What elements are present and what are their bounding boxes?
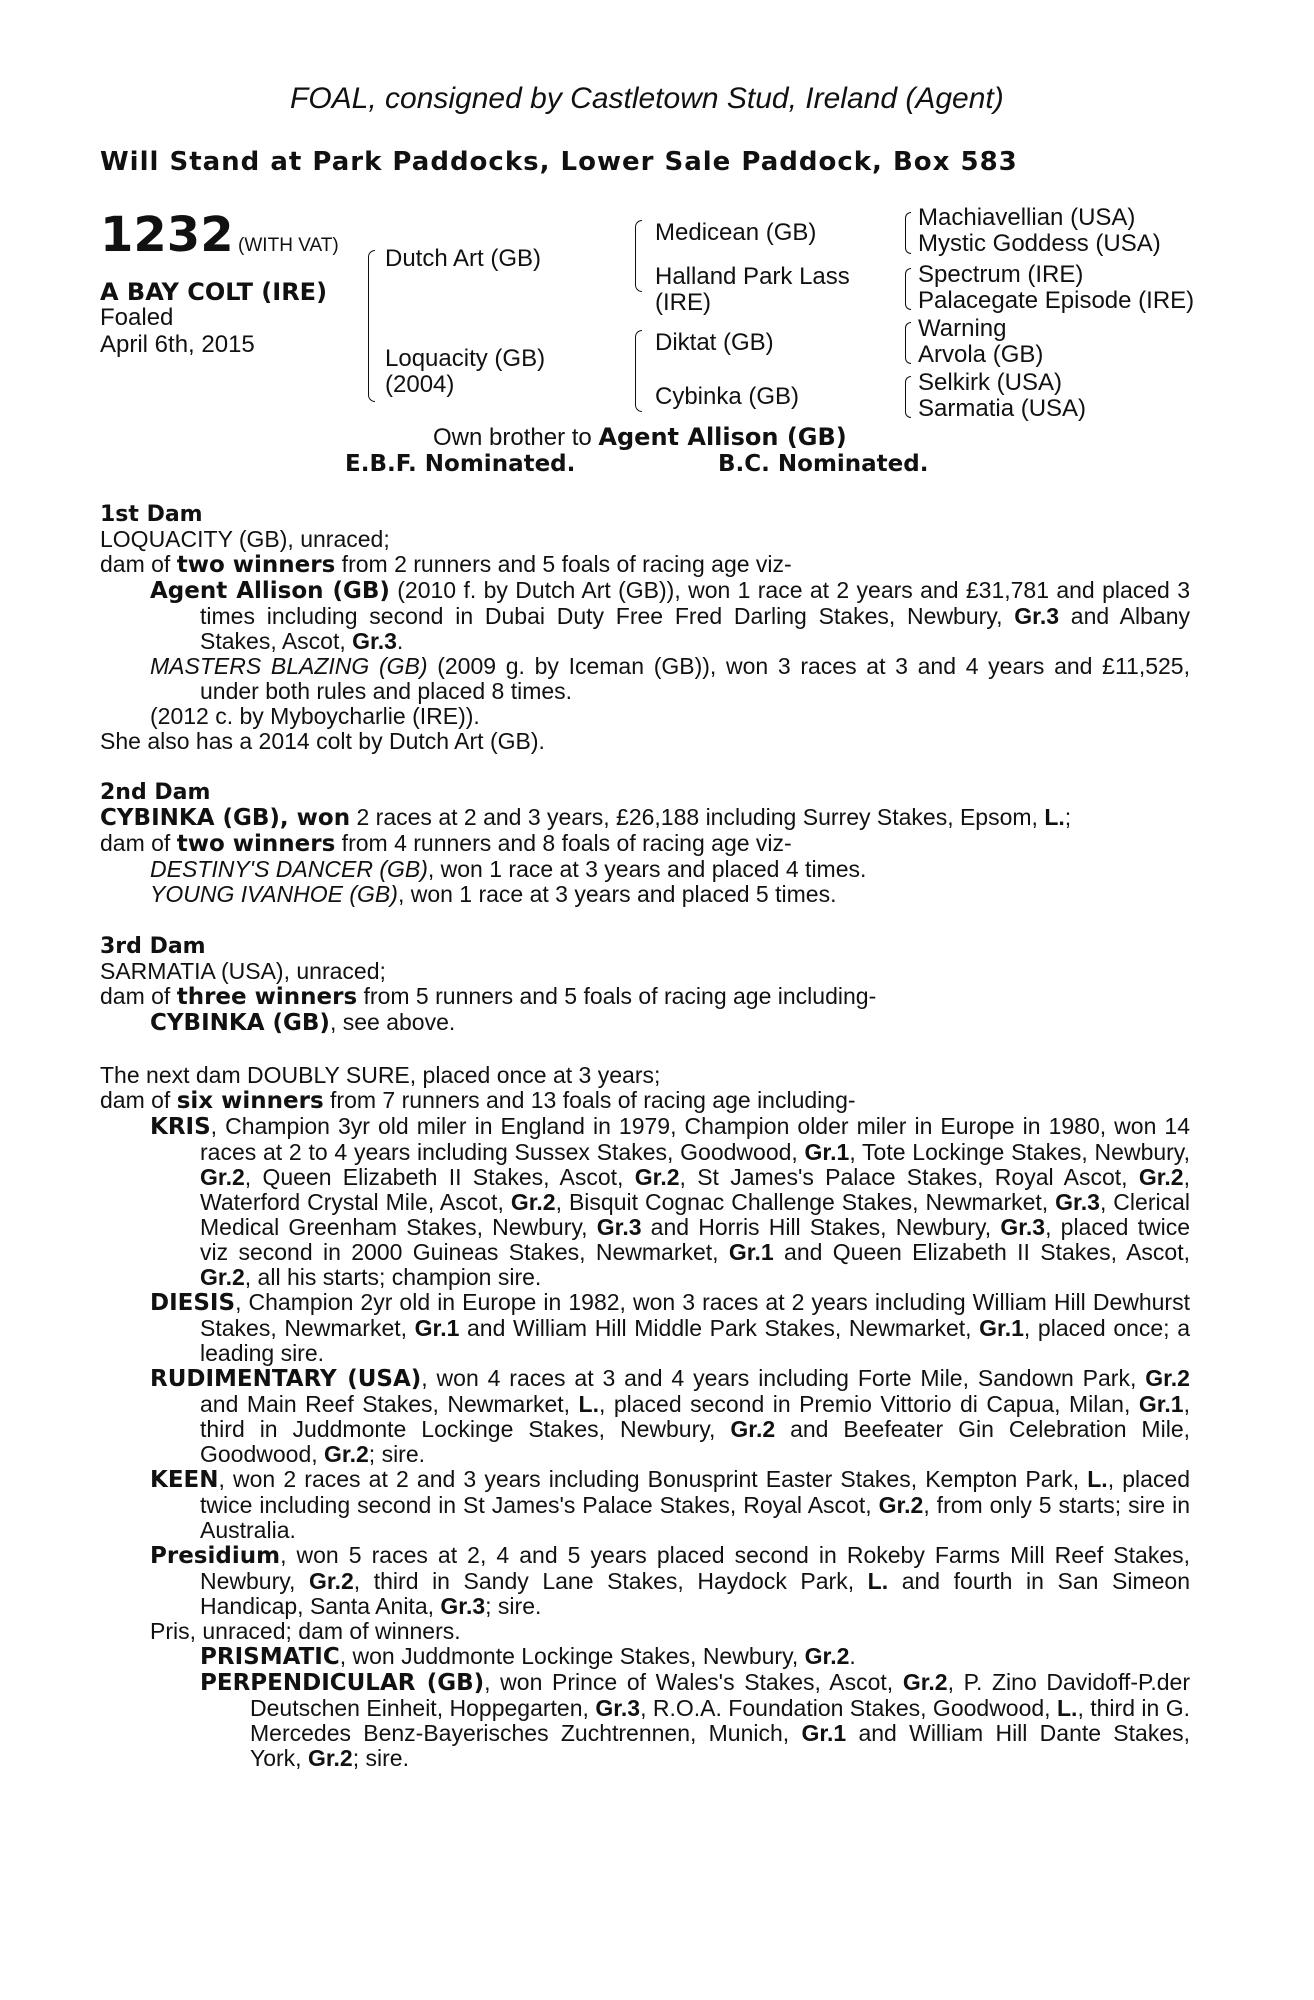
text: and William Hill Middle Park Stakes, Newmarket, — [459, 1315, 980, 1341]
text: and Queen Elizabeth II Stakes, Ascot, — [773, 1239, 1190, 1265]
text: , Clerical Medical Greenham Stakes, Newbury, — [200, 1189, 1190, 1240]
text: , R.O.A. Foundation Stakes, Goodwood, — [640, 1695, 1057, 1721]
text: , placed twice including second in St James's Palace Stakes, Royal Ascot, — [200, 1466, 1190, 1518]
progeny-entry — [100, 1010, 1190, 1036]
text: , all his starts; champion sire. — [244, 1264, 542, 1290]
pedigree-sire-sire: Medicean (GB) — [655, 219, 817, 246]
text: , see above. — [329, 1009, 456, 1035]
ebf-nominated: E.B.F. Nominated. — [345, 451, 576, 477]
text: , won 2 races at 2 and 3 years including Bonusprint Easter Stakes, Kempton Park, — [218, 1466, 1088, 1492]
own-brother-prefix: Own brother to — [433, 424, 599, 451]
grade: Gr.2 — [307, 1745, 353, 1771]
horse-name: MASTERS BLAZING (GB) — [150, 653, 428, 679]
pedigree-dam-year: (2004) — [385, 371, 455, 398]
pedigree-ddd: Sarmatia (USA) — [918, 395, 1087, 422]
horse-name: PERPENDICULAR (GB) — [200, 1670, 485, 1696]
progeny-entry — [100, 654, 1190, 704]
grade: Gr.2 — [1145, 1365, 1190, 1391]
text: , placed twice viz second in 2000 Guineas Stakes, Newmarket, — [200, 1214, 1191, 1265]
pedigree-sire-dam-country: (IRE) — [655, 289, 711, 316]
text: , P. Zino Davidoff-P.der Deutschen Einheit, Hoppegarten, — [250, 1669, 1190, 1721]
text: dam of — [100, 830, 177, 856]
own-brother-name: Agent Allison (GB) — [598, 423, 847, 451]
text: , St James's Palace Stakes, Royal Ascot, — [679, 1164, 1139, 1190]
grade: Gr.1 — [728, 1239, 774, 1265]
winners-count: six winners — [176, 1088, 324, 1114]
text: and Beefeater Gin Celebration Mile, Goodwood, — [200, 1416, 1190, 1467]
pedigree-brace-dd — [905, 376, 911, 418]
pedigree-brace-sire — [635, 220, 642, 292]
text: and Horris Hill Stakes, Newbury, — [641, 1214, 1001, 1240]
progeny-entry — [100, 857, 1190, 882]
grade: L. — [1044, 804, 1065, 830]
pedigree-ssd: Mystic Goddess (USA) — [918, 230, 1161, 257]
grade: L. — [1056, 1695, 1078, 1721]
grade: Gr.1 — [804, 1139, 850, 1165]
progeny-entry-rudimentary — [100, 1366, 1190, 1467]
horse-name: DIESIS — [150, 1290, 236, 1316]
progeny-entry-perpendicular — [100, 1670, 1190, 1771]
stand-location: Will Stand at Park Paddocks, Lower Sale Paddock, Box 583 — [100, 147, 1018, 177]
progeny-entry-kris — [100, 1114, 1190, 1290]
horse-name: KRIS — [150, 1114, 211, 1140]
horse-name: KEEN — [150, 1467, 219, 1493]
text: . — [396, 628, 404, 654]
grade: Gr.3 — [1000, 1214, 1046, 1240]
lot-title: A BAY COLT (IRE) — [100, 278, 328, 306]
first-dam-line1: LOQUACITY (GB), unraced; — [100, 526, 390, 552]
text: , Champion 2yr old in Europe in 1982, won 3 races at 2 years including William Hill Dewhurst Stakes, Newmarket, — [200, 1289, 1190, 1341]
second-dam-section — [100, 780, 1190, 907]
grade: Gr.2 — [804, 1643, 850, 1669]
bc-nominated: B.C. Nominated. — [718, 451, 929, 477]
pedigree-brace-ss — [905, 212, 911, 254]
vat-note: (WITH VAT) — [238, 235, 339, 256]
grade: Gr.2 — [902, 1669, 948, 1695]
text: (2010 f. by Dutch Art (GB)), won 1 race at 2 years and £31,781 and placed 3 times including second in Dubai Duty Free Fred Darling Stakes, Newbury, — [200, 577, 1190, 629]
grade: Gr.2 — [634, 1164, 680, 1190]
first-dam-section — [100, 502, 1190, 754]
pedigree-dam-dam: Cybinka (GB) — [655, 383, 800, 410]
grade: Gr.2 — [510, 1189, 556, 1215]
grade: L. — [578, 1391, 599, 1417]
text: , won 1 race at 3 years and placed 5 times. — [397, 881, 837, 907]
grade: Gr.2 — [200, 1264, 245, 1290]
consignor-heading: FOAL, consigned by Castletown Stud, Ireland (Agent) — [290, 82, 1004, 115]
grade: Gr.2 — [1138, 1164, 1184, 1190]
text: dam of — [100, 1087, 177, 1113]
text: and William Hill Dante Stakes, York, — [250, 1720, 1191, 1771]
pedigree-sire: Dutch Art (GB) — [385, 245, 542, 272]
lot-number: 1232 — [100, 207, 234, 263]
text: dam of — [100, 551, 177, 577]
grade: L. — [1087, 1466, 1108, 1492]
text: , won Prince of Wales's Stakes, Ascot, — [484, 1669, 903, 1695]
text: from 4 runners and 8 foals of racing age viz- — [335, 830, 792, 856]
text: , third in Juddmonte Lockinge Stakes, Newbury, — [200, 1391, 1190, 1442]
horse-name: Agent Allison (GB) — [150, 578, 390, 604]
grade: Gr.2 — [309, 1568, 354, 1594]
text: , Waterford Crystal Mile, Ascot, — [200, 1164, 1190, 1215]
grade: Gr.2 — [878, 1492, 924, 1518]
grade: Gr.3 — [595, 1695, 641, 1721]
text: , placed second in Premio Vittorio di Capua, Milan, — [598, 1391, 1139, 1417]
text: . — [849, 1643, 856, 1669]
grade: Gr.1 — [1138, 1391, 1184, 1417]
horse-name: CYBINKA (GB) — [150, 1010, 330, 1036]
text: dam of — [100, 983, 177, 1009]
text: , Tote Lockinge Stakes, Newbury, — [849, 1139, 1190, 1165]
text: , won 5 races at 2, 4 and 5 years placed second in Rokeby Farms Mill Reef Stakes, Newbury, — [200, 1542, 1190, 1594]
winners-count: two winners — [176, 552, 336, 578]
second-dam-line2 — [100, 831, 1190, 857]
winners-count: three winners — [176, 984, 358, 1010]
text: from 5 runners and 5 foals of racing age including- — [357, 983, 877, 1009]
pedigree-brace-ds — [905, 322, 911, 364]
own-brother-note — [433, 424, 847, 451]
grade: Gr.3 — [1055, 1189, 1100, 1215]
text: , Queen Elizabeth II Stakes, Ascot, — [244, 1164, 635, 1190]
grade: Gr.1 — [801, 1720, 847, 1746]
text: , third in Sandy Lane Stakes, Haydock Park, — [353, 1568, 868, 1594]
text: , placed once; a leading sire. — [200, 1315, 1190, 1366]
text: from 7 runners and 13 foals of racing age including- — [323, 1087, 856, 1113]
grade: Gr.1 — [979, 1315, 1024, 1341]
next-dam-line1: The next dam DOUBLY SURE, placed once at 3 years; — [100, 1062, 661, 1088]
pedigree-dam-name: Loquacity (GB) — [385, 345, 546, 372]
text: and Albany Stakes, Ascot, — [200, 603, 1190, 654]
grade: L. — [867, 1568, 889, 1594]
text: and fourth in San Simeon Handicap, Santa Anita, — [200, 1568, 1191, 1619]
text: , Bisquit Cognac Challenge Stakes, Newmarket, — [555, 1189, 1056, 1215]
pedigree-dds: Selkirk (USA) — [918, 369, 1063, 396]
pedigree-brace-sd — [905, 268, 911, 310]
grade: Gr.1 — [414, 1315, 460, 1341]
grade: Gr.3 — [596, 1214, 642, 1240]
text: , won 4 races at 3 and 4 years including Forte Mile, Sandown Park, — [421, 1365, 1146, 1391]
text: (2009 g. by Iceman (GB)), won 3 races at 3 and 4 years and £11,525, under both rules and placed 8 times. — [200, 653, 1190, 704]
grade: Gr.3 — [440, 1593, 486, 1619]
horse-name: PRISMATIC — [200, 1644, 340, 1670]
foaled-date: April 6th, 2015 — [100, 331, 255, 358]
progeny-entry-keen — [100, 1467, 1190, 1543]
text: from 2 runners and 5 foals of racing age viz- — [335, 551, 792, 577]
grade: Gr.2 — [324, 1441, 369, 1467]
first-dam-note: She also has a 2014 colt by Dutch Art (GB). — [100, 728, 545, 754]
text: 2 races at 2 and 3 years, £26,188 including Surrey Stakes, Epsom, — [350, 804, 1045, 830]
text: , won Juddmonte Lockinge Stakes, Newbury, — [339, 1643, 805, 1669]
pedigree-sdd: Palacegate Episode (IRE) — [918, 287, 1195, 314]
first-dam-line2 — [100, 552, 1190, 578]
progeny-entry-prismatic — [100, 1644, 1190, 1670]
horse-name: RUDIMENTARY (USA) — [150, 1366, 422, 1392]
text: ; sire. — [485, 1593, 542, 1619]
progeny-entry — [100, 882, 1190, 907]
text: , third in G. Mercedes Benz-Bayerisches Zuchtrennen, Munich, — [250, 1695, 1190, 1746]
text: ; sire. — [368, 1441, 426, 1467]
progeny-entry: (2012 c. by Myboycharlie (IRE)). — [150, 703, 480, 729]
grade: Gr.2 — [730, 1416, 776, 1442]
text: ; sire. — [352, 1745, 409, 1771]
text: , from only 5 starts; sire in Australia. — [200, 1492, 1190, 1543]
third-dam-title: 3rd Dam — [100, 934, 206, 959]
pedigree-sds: Spectrum (IRE) — [918, 261, 1084, 288]
horse-name: YOUNG IVANHOE (GB) — [150, 881, 398, 907]
third-dam-line1: SARMATIA (USA), unraced; — [100, 958, 386, 984]
text: ; — [1064, 804, 1072, 830]
next-dam-section — [100, 1063, 1190, 1771]
second-dam-title: 2nd Dam — [100, 780, 211, 805]
horse-name: Presidium — [150, 1543, 281, 1569]
grade: Gr.3 — [352, 628, 397, 654]
pedigree-dsd: Arvola (GB) — [918, 341, 1044, 368]
progeny-entry-diesis — [100, 1290, 1190, 1366]
pedigree-dam-sire: Diktat (GB) — [655, 329, 774, 356]
pedigree-brace-gen1 — [368, 250, 375, 402]
third-dam-line2 — [100, 984, 1190, 1010]
horse-name: DESTINY'S DANCER (GB) — [150, 856, 428, 882]
progeny-entry — [100, 578, 1190, 654]
text: , won 1 race at 3 years and placed 4 times. — [427, 856, 867, 882]
text: and Main Reef Stakes, Newmarket, — [200, 1391, 579, 1417]
pedigree-dss: Warning — [918, 315, 1007, 342]
grade: Gr.2 — [200, 1164, 245, 1190]
winners-count: two winners — [176, 831, 336, 857]
first-dam-title: 1st Dam — [100, 502, 203, 527]
text: , Champion 3yr old miler in England in 1979, Champion older miler in Europe in 1980, won 14 races at 2 to 4 years including Sussex Stakes, Goodwood, — [200, 1113, 1190, 1165]
second-dam-line1 — [100, 805, 1190, 831]
progeny-entry-presidium — [100, 1543, 1190, 1619]
third-dam-section — [100, 934, 1190, 1036]
horse-name: CYBINKA (GB), won — [100, 805, 351, 831]
foaled-label: Foaled — [100, 304, 174, 331]
lot-number-line — [100, 207, 339, 263]
pedigree-sss: Machiavellian (USA) — [918, 204, 1136, 231]
next-dam-line2 — [100, 1088, 1190, 1114]
progeny-entry-pris: Pris, unraced; dam of winners. — [150, 1618, 461, 1644]
pedigree-brace-dam — [635, 330, 642, 412]
grade: Gr.3 — [1014, 603, 1060, 629]
pedigree-sire-dam: Halland Park Lass — [655, 263, 850, 290]
